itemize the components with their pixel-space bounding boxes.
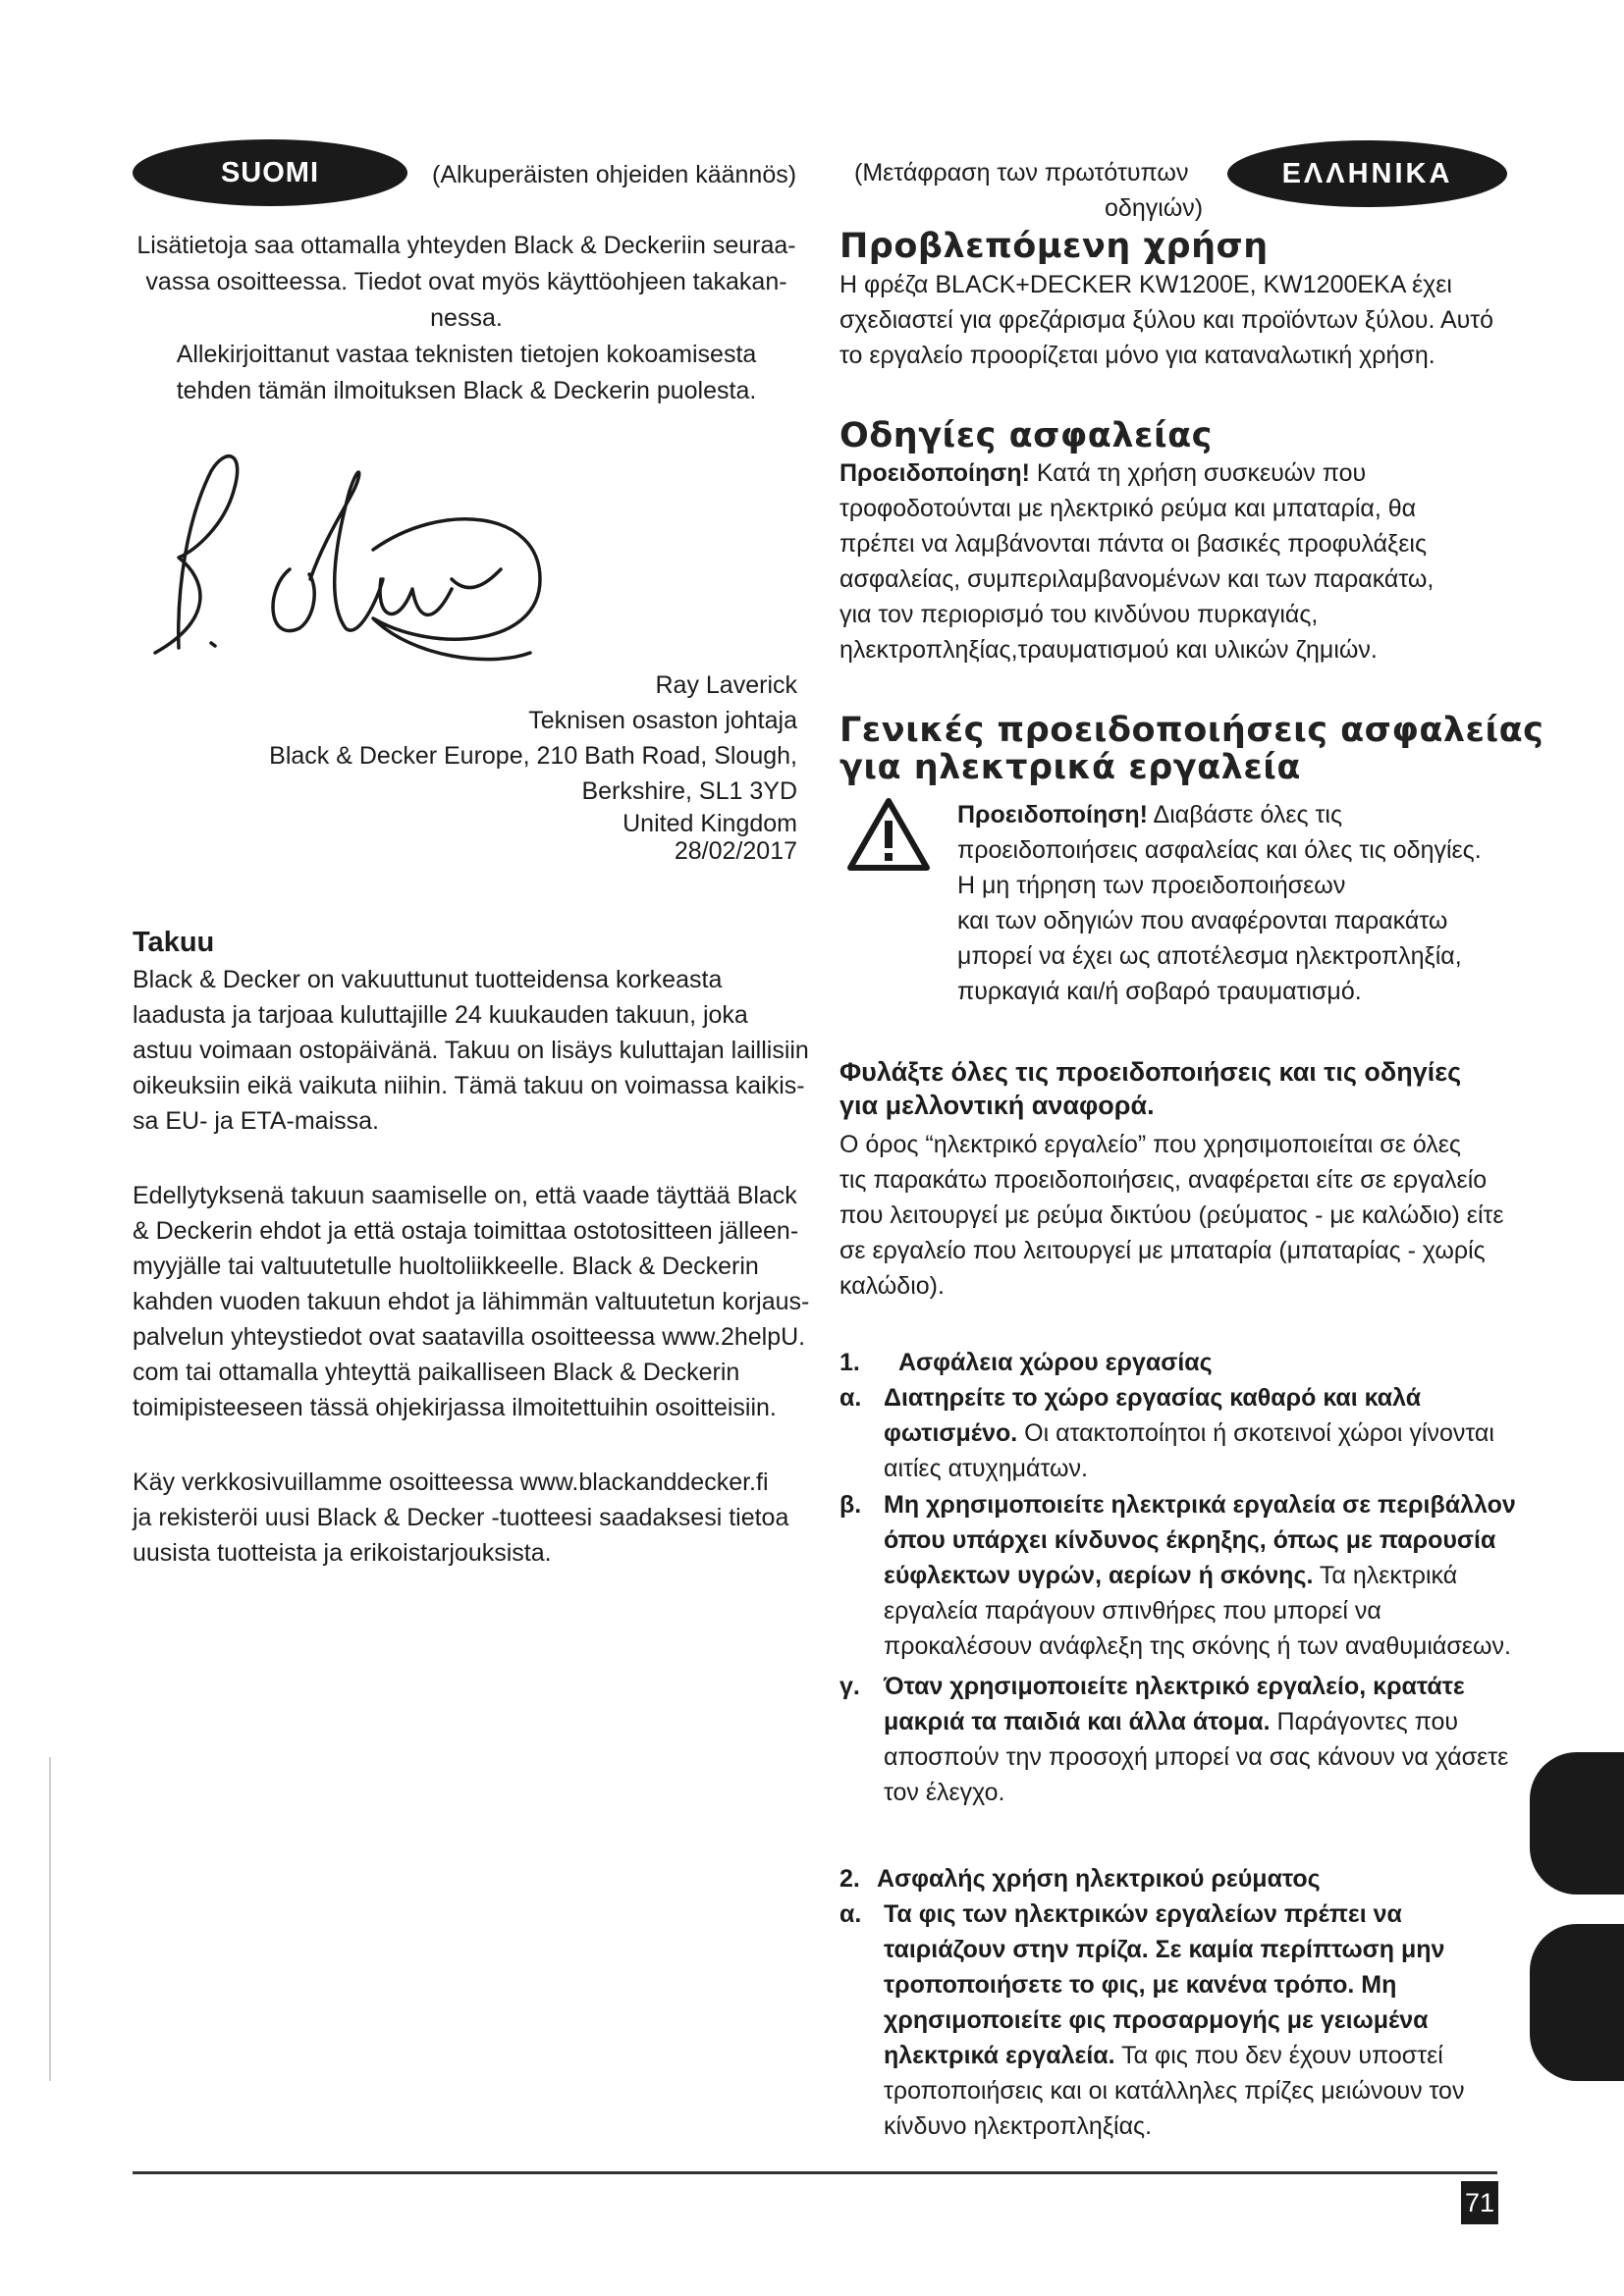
safety-warning-label: Προειδοποίηση! [839,459,1030,487]
intro-text: Lisätietoja saa ottamalla yhteyden Black & Deckeriin seuraa- vassa osoitteessa. Tiedot ovat myös käyttöohjeen takakan- nessa. Allekirjoittanut vastaa teknisten tietojen kokoamisesta tehden tämän ilmoituksen Black & Deckerin puolesta. [136,232,796,404]
translation-note-el: (Μετάφραση των πρωτότυπων οδηγιών) [854,159,1204,222]
warranty-paragraph-1: Black & Decker on vakuuttunut tuotteidensa korkeasta laadusta ja tarjoaa kuluttajille 24 kuukauden takuun, joka astuu voimaan ostopäivänä. Takuu on lisäys kuluttajan laillisiin oikeuksiin eikä vaikuta niihin. Tämä takuu on voimassa kaikis- sa EU- ja ETA-maissa. [133,966,809,1135]
page-number: 71 [1461,2181,1498,2224]
intended-use-text: Η φρέζα BLACK+DECKER KW1200E, KW1200EKA έχει σχεδιαστεί για φρεζάρισμα ξύλου και προϊόντων ξύλου. Αυτό το εργαλείο προορίζεται μόνο για καταναλωτική χρήση. [839,271,1494,369]
footer-rule [133,2171,1497,2174]
warranty-heading: Takuu [133,927,215,958]
section-1b: β. Μη χρησιμοποιείτε ηλεκτρικά εργαλεία σε περιβάλλον όπου υπάρχει κίνδυνος έκρηξης, όπως με παρουσία εύφλεκτων υγρών, αερίων ή σκόνης. Τα ηλεκτρικά εργαλεία παράγουν σπινθήρες που μπορεί να προκαλέσουν ανάφλεξη της σκόνης ή των αναθυμιάσεων. [839,1491,1516,1660]
heading-general-warnings: Γενικές προειδοποιήσεις ασφαλείας για ηλεκτρικά εργαλεία [839,711,1544,787]
left-margin-rule [49,1757,51,2081]
warning-triangle-icon [846,797,931,872]
heading-intended-use: Προβλεπόμενη χρήση [839,227,1269,266]
signature-date: 28/02/2017 [674,837,797,865]
general-warnings-text: Προειδοποίηση! Διαβάστε όλες τις προειδοποιήσεις ασφαλείας και όλες τις οδηγίες. Η μη τήρηση των προειδοποιήσεων και των οδηγιών που αναφέρονται παρακάτω μπορεί να έχει ως αποτέλεσμα ηλεκτροπληξία, πυρκαγιά και/ή σοβαρό τραυματισμό. [957,801,1482,1005]
side-tab-lower [1530,1924,1624,2081]
translation-note-fi: (Alkuperäisten ohjeiden käännös) [432,161,797,188]
warranty-paragraph-2: Edellytyksenä takuun saamiselle on, että vaade täyttää Black & Deckerin ehdot ja että ostaja toimittaa ostotositteen jälleen- myyjälle tai valtuutetulle huoltoliikkeelle. Black & Deckerin kahden vuoden takuun ehdot ja lähimmän valtuutetun korjaus- palvelun yhteystiedot ovat saatavilla osoitteessa www.2helpU. com tai ottamalla yhteyttä paikalliseen Black & Deckerin toimipisteeseen tässä ohjekirjassa ilmoitettuihin osoitteisiin. [133,1182,810,1421]
section-2a: α. Τα φις των ηλεκτρικών εργαλείων πρέπει να ταιριάζουν στην πρίζα. Σε καμία περίπτωση μην τροποποιήσετε το φις, με κανένα τρόπο. Μη χρησιμοποιείτε φις προσαρμογής με γειωμένα ηλεκτρικά εργαλεία. Τα φις που δεν έχουν υποστεί τροποποιήσεις και οι κατάλληλες πρίζες μειώνουν τον κίνδυνο ηλεκτροπληξίας. [839,1900,1465,2140]
safety-instructions-text: Προειδοποίηση! Κατά τη χρήση συσκευών που τροφοδοτούνται με ηλεκτρικό ρεύμα και μπαταρία, θα πρέπει να λαμβάνονται πάντα οι βασικές προφυλάξεις ασφαλείας, συμπεριλαμβανομένων και των παρακάτω, για τον περιορισμό του κινδύνου πυρκαγιάς, ηλεκτροπληξίας,τραυματισμού και υλικών ζημιών. [839,459,1435,664]
signature-image [118,432,560,697]
language-label-greek: ΕΛΛΗΝΙΚΑ [1227,140,1507,207]
signatory-block: Ray Laverick Teknisen osaston johtaja Black & Decker Europe, 210 Bath Road, Slough, Berkshire, SL1 3YD United Kingdom 28/02/2017 [196,667,797,864]
section-1a: α. Διατηρείτε το χώρο εργασίας καθαρό και καλά φωτισμένο. Οι ατακτοποίητοι ή σκοτεινοί χώροι γίνονται αιτίες ατυχημάτων. [839,1384,1494,1482]
keep-instructions-text: Ο όρος “ηλεκτρικό εργαλείο” που χρησιμοποιείται σε όλες τις παρακάτω προειδοποιήσεις, αναφέρεται είτε σε εργαλείο που λειτουργεί με ρεύμα δικτύου (ρεύματος - με καλώδιο) είτε σε εργαλείο που λειτουργεί με μπαταρία (μπαταρίας - χωρίς καλώδιο). [839,1131,1504,1300]
signatory-name: Ray Laverick [655,671,797,699]
general-warning-label: Προειδοποίηση! [957,801,1148,828]
side-tab-upper [1530,1752,1624,1895]
language-label-suomi: SUOMI [133,139,407,206]
heading-keep-instructions: Φυλάξτε όλες τις προειδοποιήσεις και τις οδηγίες για μελλοντική αναφορά. [839,1057,1462,1120]
section-1c: γ. Όταν χρησιμοποιείτε ηλεκτρικό εργαλείο, κρατάτε μακριά τα παιδιά και άλλα άτομα. Παράγοντες που αποσπούν την προσοχή μπορεί να σας κάνουν να χάσετε τον έλεγχο. [839,1673,1509,1806]
warranty-paragraph-3: Käy verkkosivuillamme osoitteessa www.blackanddecker.fi ja rekisteröi uusi Black & Decker -tuotteesi saadaksesi tietoa uusista tuotteista ja erikoistarjouksista. [133,1468,789,1567]
heading-safety-instructions: Οδηγίες ασφαλείας [839,416,1213,455]
